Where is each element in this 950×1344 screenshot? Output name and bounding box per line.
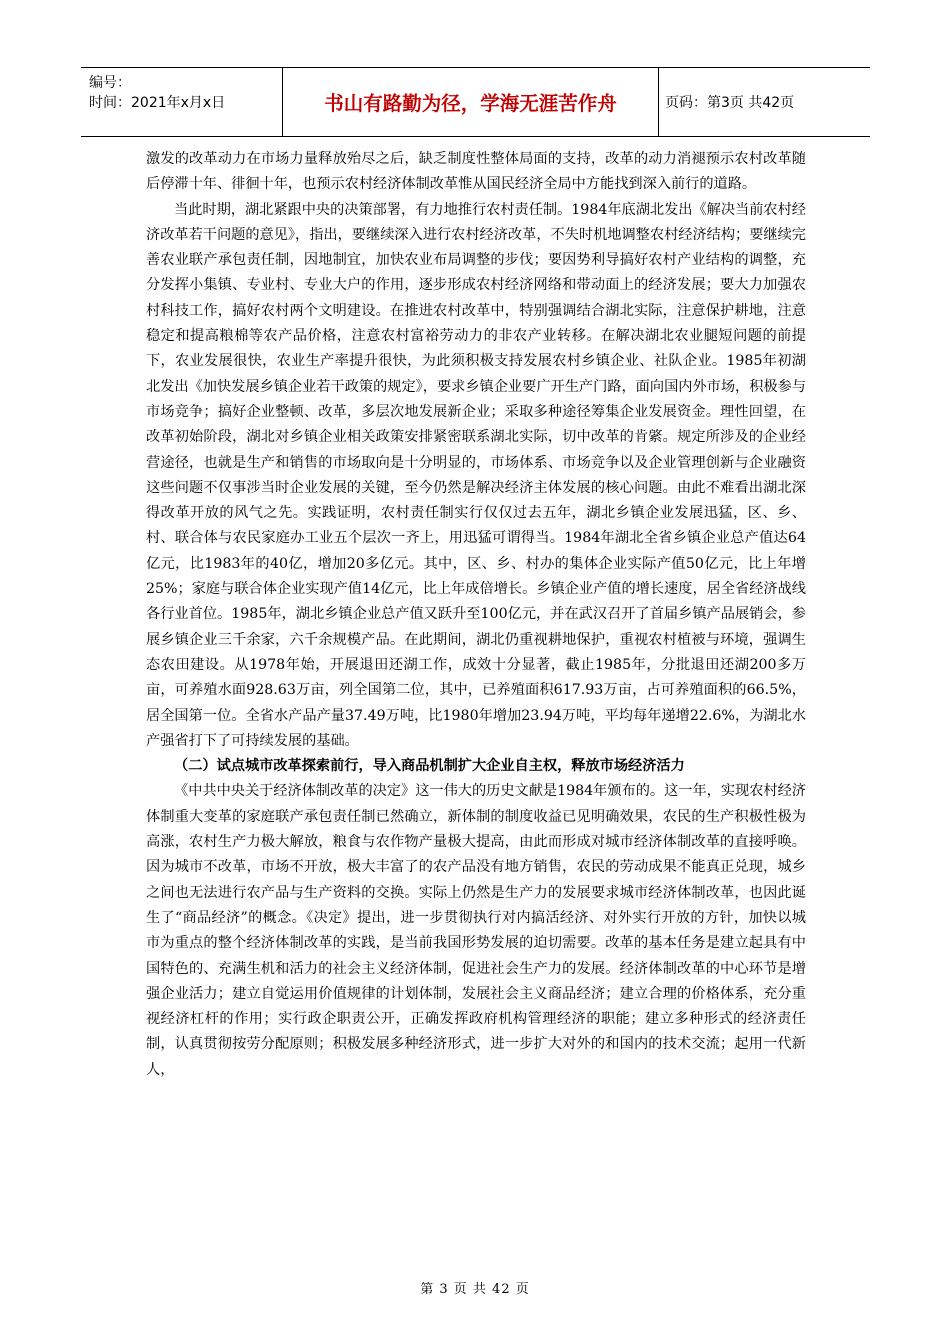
header-meta [81, 68, 283, 136]
paragraph: 当此时期，湖北紧跟中央的决策部署，有力地推行农村责任制。1984年底湖北发出《解决当前农村经济改革若干问题的意见》，指出，要继续深入进行农村经济改革，不失时机地调整农村经济结构；要继续完善农业联产承包责任制，因地制宜，加快农业布局调整的步伐；要因势利导搞好农村产业结构的调整，充分发挥小集镇、专业村、专业大户的作用，逐步形成农村经济网络和带动面上的经济发展；要大力加强农村科技工作，搞好农村两个文明建设。在推进农村改革中，特别强调结合湖北实际，注意保护耕地，注意稳定和提高粮棉等农产品价格，注意农村富裕劳动力的非农产业转移。在解决湖北农业腿短问题的前提下，农业发展很快，农业生产率提升很快，为此须积极支持发展农村乡镇企业、社队企业。1985年初湖北发出《加快发展乡镇企业若干政策的规定》，要求乡镇企业要广开生产门路，面向国内外市场，积极参与市场竞争；搞好企业整顿、改革，多层次地发展新企业；采取多种途径筹集企业发展资金。理性回望，在改革初始阶段，湖北对乡镇企业相关政策安排紧密联系湖北实际，切中改革的肯綮。规定所涉及的企业经营途径，也就是生产和销售的市场取向是十分明显的，市场体系、市场竞争以及企业管理创新与企业融资这些问题不仅事涉当时企业发展的关键，至今仍然是解决经济主体发展的核心问题。由此不难看出湖北深得改革开放的风气之先。实践证明，农村责任制实行仅仅过去五年，湖北乡镇企业发展迅猛，区、乡、村、联合体与农民家庭办工业五个层次一齐上，用迅猛可谓得当。1984年湖北全省乡镇企业总产值达64亿元，比1983年的40亿，增加20多亿元。其中，区、乡、村办的集体企业实际产值50亿元，比上年增25%；家庭与联合体企业实现产值14亿元，比上年成倍增长。乡镇企业产值的增长速度，居全省经济战线各行业首位。1985年，湖北乡镇企业总产值又跃升至100亿元，并在武汉召开了首届乡镇产品展销会，参展乡镇企业三千余家，六千余规模产品。在此期间，湖北仍重视耕地保护，重视农村植被与环境，强调生态农田建设。从1978年始，开展退田还湖工作，成效十分显著，截止1985年，分批退田还湖200多万亩，可养殖水面928.63万亩，列全国第二位，其中，已养殖面积617.93万亩，占可养殖面积的66.5%，居全国第一位。全省水产品产量37.49万吨，比1980年增加23.94万吨，平均每年递增22.6%，为湖北水产强省打下了可持续发展的基础。 [146, 201, 806, 749]
document-number-label: 编号： [89, 75, 131, 91]
header-motto: 书山有路勤为径，学海无涯苦作舟 [283, 68, 659, 136]
section-heading: （二）试点城市改革探索前行，导入商品机制扩大企业自主权，释放市场经济活力 [174, 758, 685, 775]
page-footer: 第 3 页 共 42 页 [420, 1282, 530, 1297]
document-date: 时间：2021年x月x日 [89, 95, 226, 111]
document-body [146, 147, 806, 1083]
page-header [81, 67, 870, 137]
paragraph: 激发的改革动力在市场力量释放殆尽之后，缺乏制度性整体局面的支持，改革的动力消褪预示农村改革随后停滞十年、徘徊十年，也预示农村经济体制改革惟从国民经济全局中方能找到深入前行的道路。 [146, 151, 806, 193]
header-page-info: 页码：第3页 共42页 [665, 95, 795, 111]
paragraph: 《中共中央关于经济体制改革的决定》这一伟大的历史文献是1984年颁布的。这一年，实现农村经济体制重大变革的家庭联产承包责任制已然确立，新体制的制度收益已见明确效果，农民的生产积极性极为高涨，农村生产力极大解放，粮食与农作物产量极大提高，由此而形成对城市经济体制改革的直接呼唤。因为城市不改革，市场不开放，极大丰富了的农产品没有地方销售，农民的劳动成果不能真正兑现，城乡之间也无法进行农产品与生产资料的交换。实际上仍然是生产力的发展要求城市经济体制改革，也因此诞生了“商品经济”的概念。《决定》提出，进一步贯彻执行对内搞活经济、对外实行开放的方针，加快以城市为重点的整个经济体制改革的实践，是当前我国形势发展的迫切需要。改革的基本任务是建立起具有中国特色的、充满生机和活力的社会主义经济体制，促进社会生产力的发展。经济体制改革的中心环节是增强企业活力；建立自觉运用价值规律的计划体制，发展社会主义商品经济；建立合理的价格体系，充分重视经济杠杆的作用；实行政企职责公开，正确发挥政府机构管理经济的职能；建立多种形式的经济责任制，认真贯彻按劳分配原则；积极发展多种经济形式，进一步扩大对外的和国内的技术交流；起用一代新人， [146, 783, 806, 1078]
